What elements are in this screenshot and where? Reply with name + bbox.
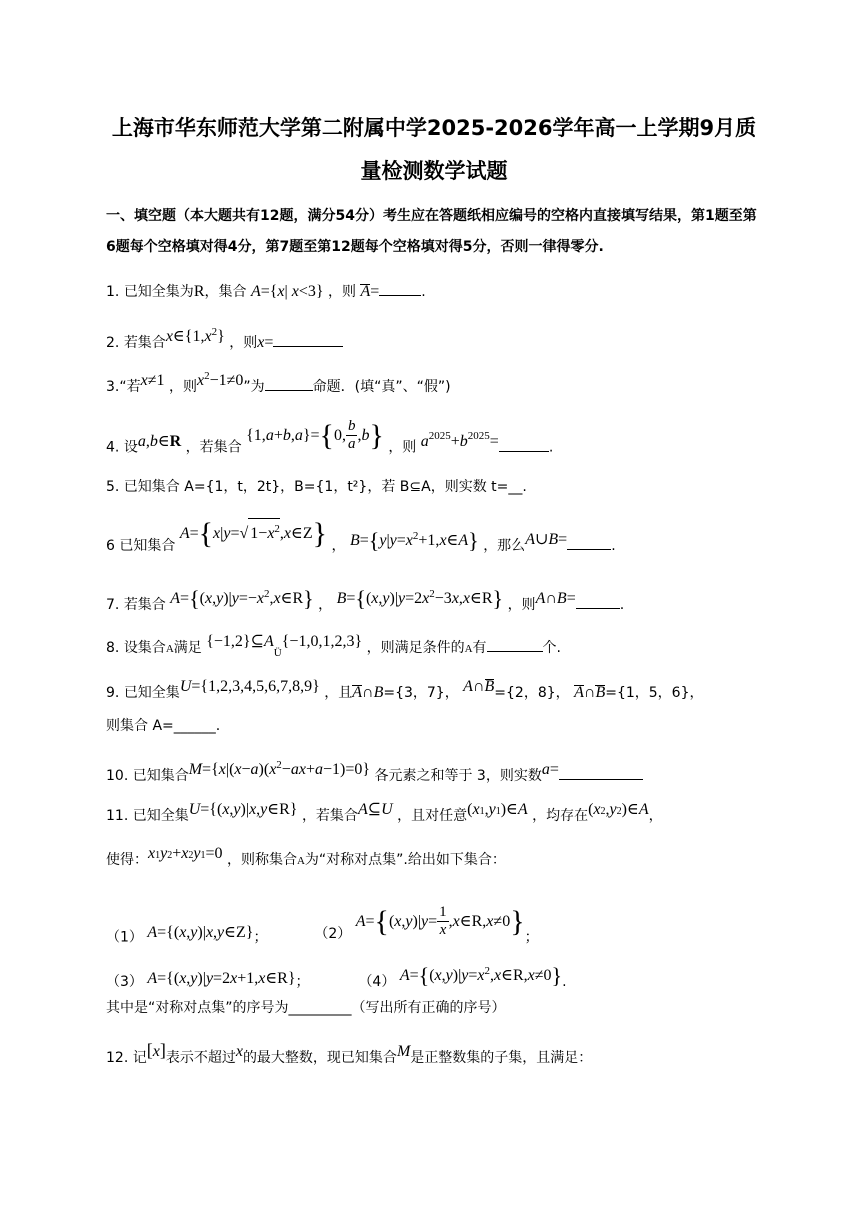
answer-blank — [379, 281, 421, 296]
answer-blank — [499, 437, 549, 452]
title-line-2: 量检测数学试题 — [360, 159, 508, 183]
question-11-condition: 使得：$x^1y^2+x^2y^1=0$ ，则称集合A为“对称对点集”.给出如下集合： — [106, 845, 506, 868]
question-11-options-row-2: （3） A={(x,y)|y=2x+1,x∈R}； （4） $A=\{(x,y)|y=x^2,x\in R,x\ne 0\}$. — [106, 963, 567, 990]
question-9: 9. 已知全集U={1,2,3,4,5,6,7,8,9} ，且A∩B={3，7}， A∩B={2，8}， A∩B={1，5，6}， — [106, 678, 704, 701]
question-6: 6 已知集合 A={x|y=√ $1-x^2,x\in Z$} ， $B=\{y|y=x^2+1,x\in A\}$ ，那么A∪B= . — [106, 517, 616, 554]
question-1: 1. 已知全集为R，集合 A={x| x<3} ，则 A= . — [106, 283, 426, 300]
answer-blank — [487, 637, 543, 652]
answer-blank — [567, 535, 611, 550]
question-7: 7. 若集合 $A=\{(x,y)|y=-x^2,x\in R\}$ ， $B=\{(x,y)|y=2x^2-3x,x\in R\}$ ，则A∩B= . — [106, 586, 625, 613]
question-5: 5. 已知集合 A={1，t，2t}，B={1，t²}，若 B⊆A，则实数 t=__. — [106, 479, 527, 495]
answer-blank — [273, 332, 343, 347]
question-10: 10. 已知集合$M=\{x|(x-a)(x^2-ax+a-1)=0\}$ 各元素之和等于 3，则实数a= — [106, 761, 643, 786]
question-3: 3.“若x≠1 ，则$x^2-1\ne 0$”为 命题．(填“真”、“假”) — [106, 370, 451, 395]
question-11-prompt: 其中是“对称对点集”的序号为_________（写出所有正确的序号） — [106, 1000, 506, 1016]
question-9-continued: 则集合 A=______. — [106, 718, 221, 734]
question-2: 2. 若集合$x\in\{1,x^2\}$ ，则x= — [106, 328, 343, 353]
question-8: 8. 设集合A满足 $\{-1,2\}⊆A_Ü\{-1,0,1,2,3\}$ ，则满足条件的A有 个. — [106, 633, 561, 659]
section-heading: 一、填空题（本大题共有12题，满分54分）考生应在答题纸相应编号的空格内直接填写结果，第1题至第6题每个空格填对得4分，第7题至第12题每个空格填对得5分，否则一律得零分. — [106, 208, 757, 255]
question-4: 4. 设a,b∈R ，若集合 {1,a+b,a}={0, $\frac{b}{a}$ ,b} ，则 $a^{2025}+b^{2025}=$ . — [106, 418, 554, 456]
answer-blank — [576, 594, 620, 609]
question-12: 12. 记[x]表示不超过x的最大整数，现已知集合M是正整数集的子集，且满足： — [106, 1040, 593, 1066]
question-11: 11. 已知全集U={(x,y)|x,y∈R} ，若集合A⊆U ，且对任意$(x^1,y^1)\in A$ ，均存在$(x^2,y^2)\in A$， — [106, 801, 663, 824]
title-line-1: 上海市华东师范大学第二附属中学2025-2026学年高一上学期9月质 — [111, 116, 757, 140]
question-11-options-row-1: （1） A={(x,y)|x,y∈Z}； （2） A={(x,y)|y= $\frac{1}{x}$ ,x∈R,x≠0}； — [106, 904, 539, 946]
answer-blank — [559, 765, 643, 780]
answer-blank — [265, 376, 313, 391]
